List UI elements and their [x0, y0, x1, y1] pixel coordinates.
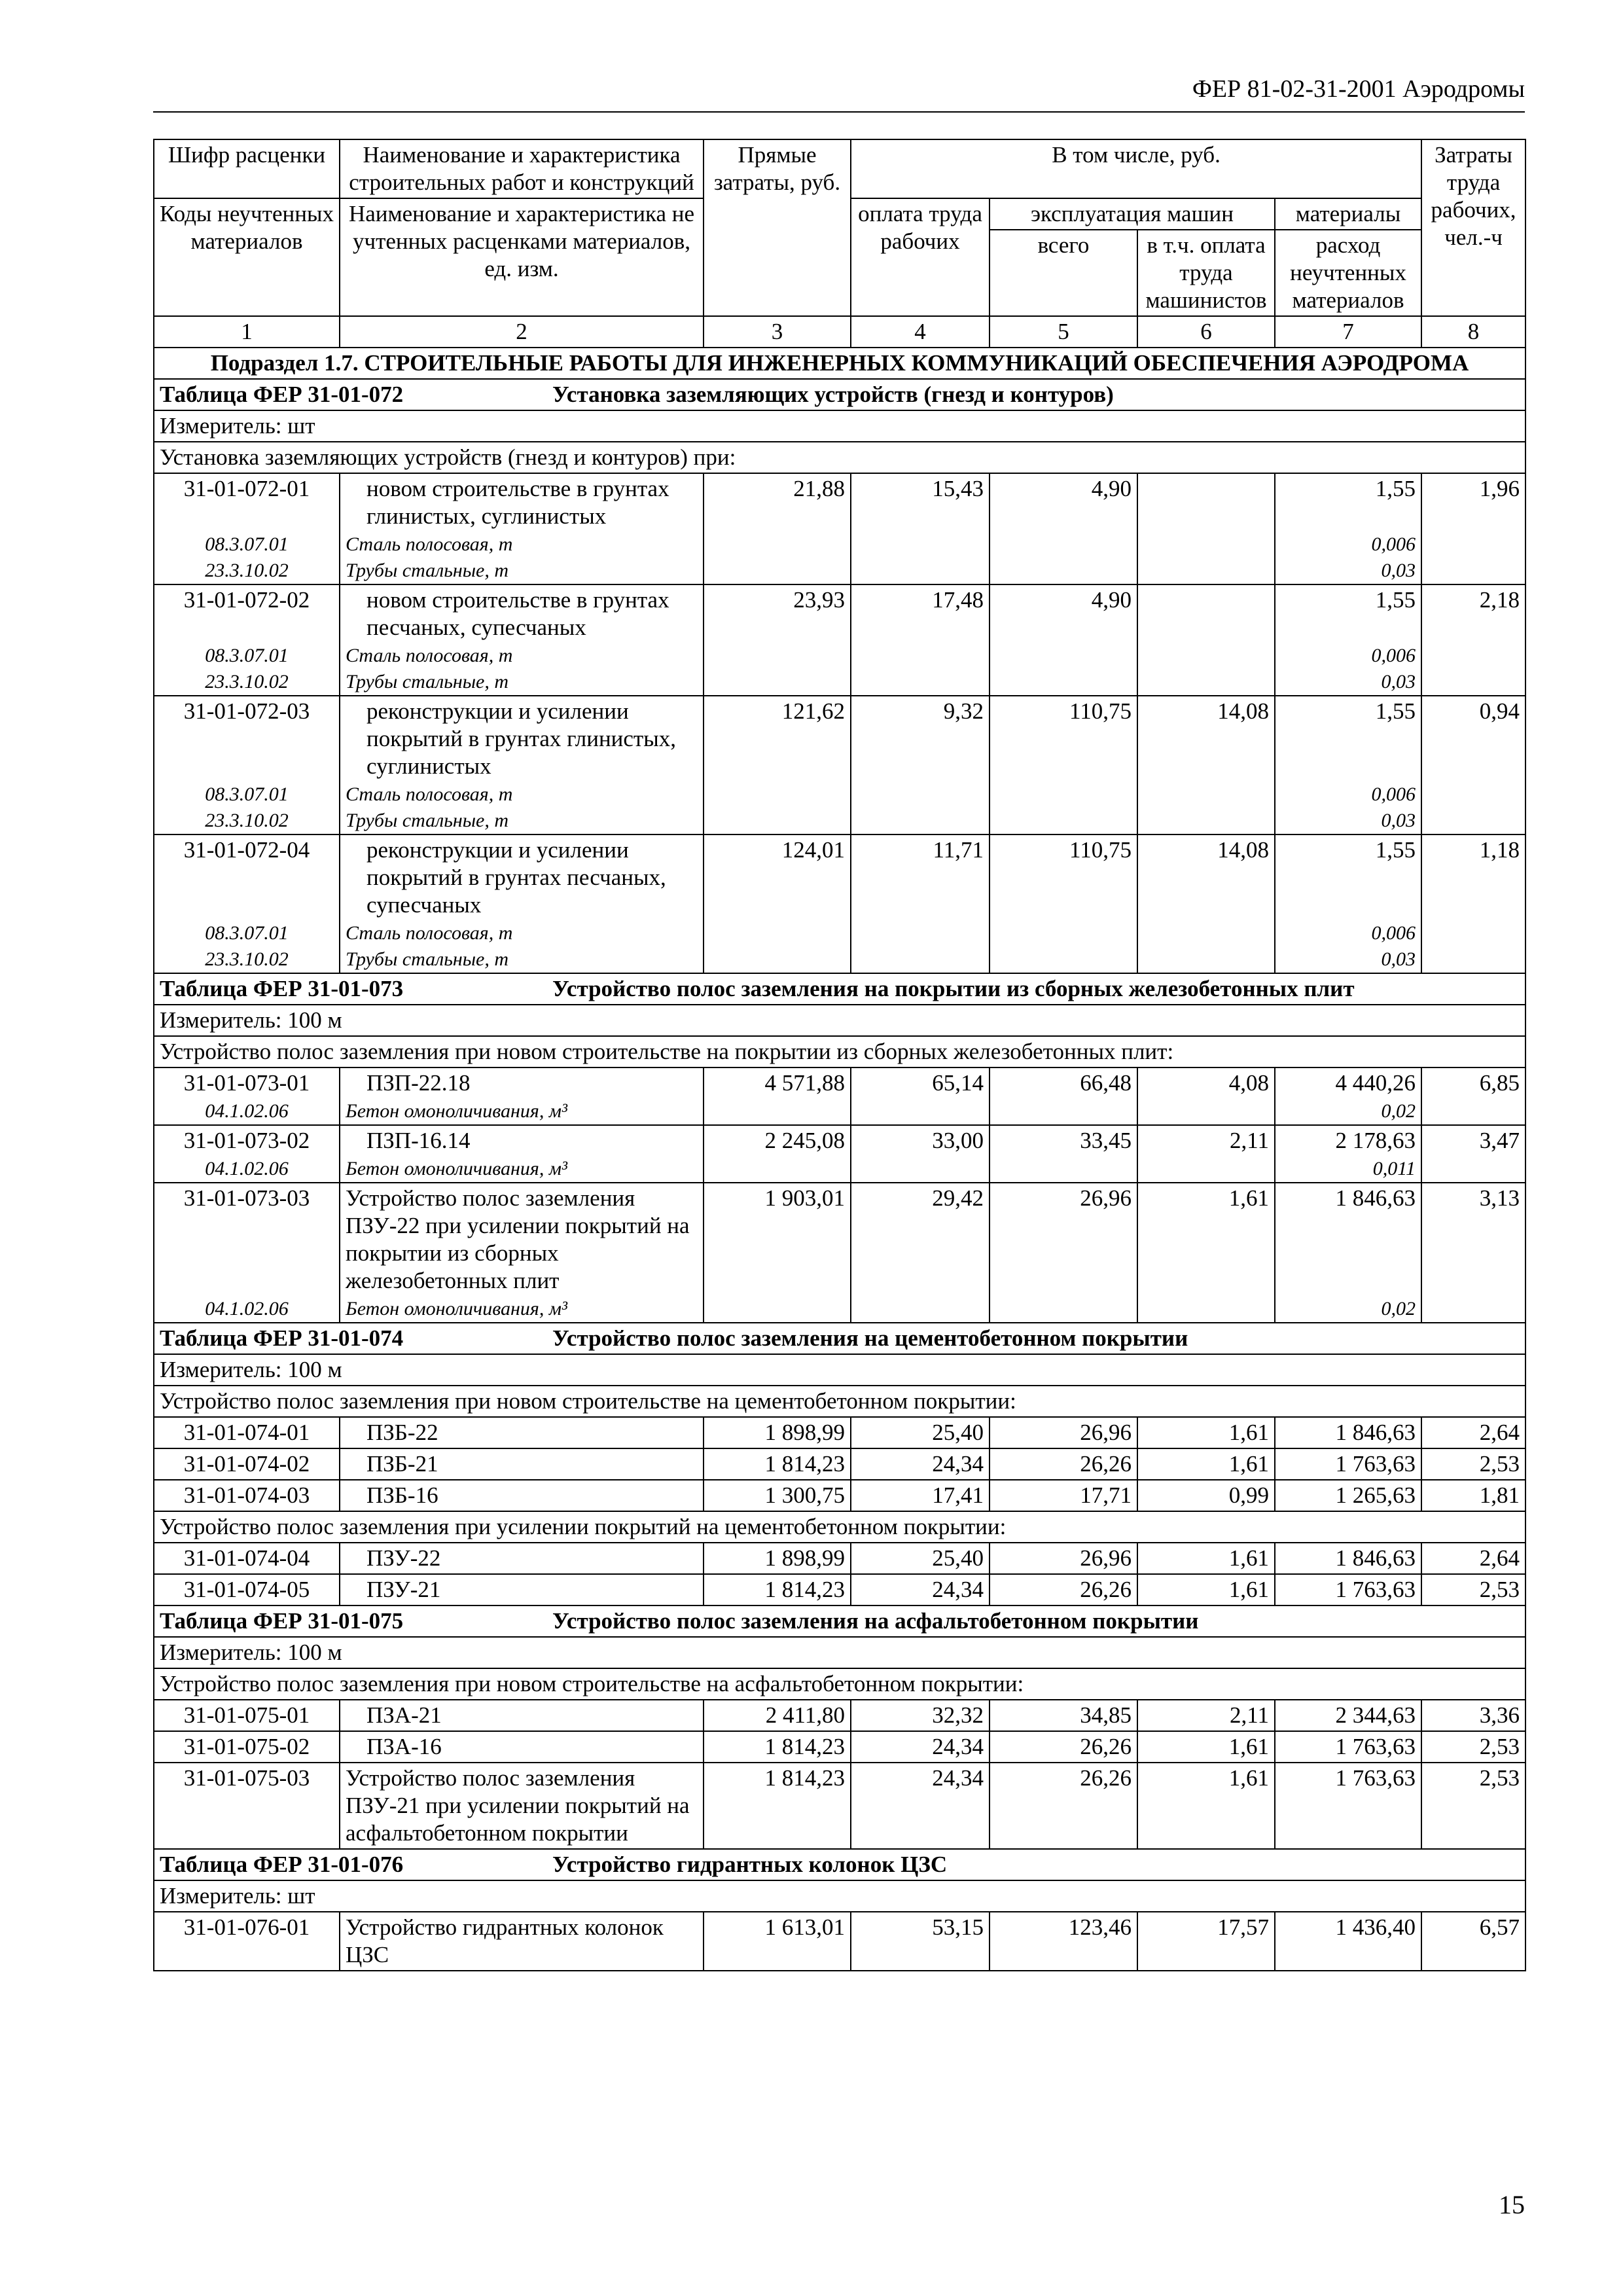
col-name-unaccounted: Наименование и характеристика не учтенных расценками материалов, ед. изм. [340, 198, 704, 316]
table-row [154, 1912, 1525, 1971]
row-labor: 6,85 [1421, 1067, 1525, 1098]
row-pay: 17,48 [851, 584, 990, 643]
row-code: 31-01-074-05 [154, 1574, 340, 1605]
mat-name: Бетон омоноличивания, м³ [340, 1296, 704, 1323]
row-desc: ПЗБ-22 [340, 1417, 704, 1448]
row-pay: 15,43 [851, 473, 990, 531]
row-machpay: 1,61 [1137, 1448, 1275, 1480]
row-pay: 24,34 [851, 1448, 990, 1480]
table-name: Устройство гидрантных колонок ЦЗС [552, 1852, 948, 1877]
row-code: 31-01-075-03 [154, 1763, 340, 1849]
group-intro: Устройство полос заземления при новом строительстве на цементобетонном покрытии: [154, 1386, 1525, 1417]
row-code: 31-01-074-04 [154, 1543, 340, 1574]
row-mach: 34,85 [990, 1700, 1137, 1731]
material-row [154, 1098, 1525, 1125]
row-pay: 9,32 [851, 696, 990, 781]
row-desc: ПЗБ-16 [340, 1480, 704, 1511]
row-code: 31-01-074-03 [154, 1480, 340, 1511]
row-mach: 66,48 [990, 1067, 1137, 1098]
row-code: 31-01-074-02 [154, 1448, 340, 1480]
header-rule [153, 111, 1525, 113]
row-code: 31-01-076-01 [154, 1912, 340, 1971]
table-row [154, 696, 1525, 781]
row-mach: 17,71 [990, 1480, 1137, 1511]
material-row [154, 1156, 1525, 1183]
col-code: Шифр расценки [154, 139, 340, 198]
row-mach: 26,26 [990, 1448, 1137, 1480]
mat-code: 04.1.02.06 [154, 1296, 340, 1323]
table-row [154, 1763, 1525, 1849]
row-desc: новом строительстве в грунтах песчаных, супесчаных [340, 584, 704, 643]
row-direct: 21,88 [704, 473, 851, 531]
row-labor: 0,94 [1421, 696, 1525, 781]
mat-code: 23.3.10.02 [154, 558, 340, 584]
row-desc: Устройство полос заземления ПЗУ-21 при усилении покрытий на асфальтобетонном покрытии [340, 1763, 704, 1849]
row-code: 31-01-073-02 [154, 1125, 340, 1156]
mat-name: Сталь полосовая, т [340, 781, 704, 808]
mat-name: Трубы стальные, т [340, 669, 704, 696]
mat-name: Бетон омоноличивания, м³ [340, 1156, 704, 1183]
table-title [154, 1605, 1525, 1637]
row-direct: 1 898,99 [704, 1417, 851, 1448]
table-label: Таблица ФЕР 31-01-073 [160, 976, 404, 1001]
row-desc: ПЗА-16 [340, 1731, 704, 1763]
col-name: Наименование и характеристика строительных работ и конструкций [340, 139, 704, 198]
row-direct: 1 814,23 [704, 1574, 851, 1605]
table-name: Устройство полос заземления на покрытии из сборных железобетонных плит [552, 976, 1355, 1001]
row-code: 31-01-074-01 [154, 1417, 340, 1448]
row-desc: ПЗУ-21 [340, 1574, 704, 1605]
row-mach: 33,45 [990, 1125, 1137, 1156]
mat-val: 0,03 [1275, 946, 1421, 973]
material-row [154, 946, 1525, 973]
col-num: 7 [1275, 316, 1421, 348]
row-mat: 1,55 [1275, 473, 1421, 531]
table-title [154, 973, 1525, 1005]
table-row [154, 834, 1525, 920]
col-num: 2 [340, 316, 704, 348]
row-labor: 2,53 [1421, 1731, 1525, 1763]
row-machpay: 1,61 [1137, 1183, 1275, 1296]
table-label: Таблица ФЕР 31-01-075 [160, 1608, 404, 1634]
row-code: 31-01-075-01 [154, 1700, 340, 1731]
mat-code: 04.1.02.06 [154, 1156, 340, 1183]
col-num: 5 [990, 316, 1137, 348]
measure-unit: Измеритель: 100 м [154, 1005, 1525, 1036]
row-machpay [1137, 584, 1275, 643]
row-code: 31-01-072-03 [154, 696, 340, 781]
mat-val: 0,006 [1275, 781, 1421, 808]
row-machpay: 4,08 [1137, 1067, 1275, 1098]
mat-name: Сталь полосовая, т [340, 920, 704, 946]
row-desc: ПЗБ-21 [340, 1448, 704, 1480]
mat-code: 23.3.10.02 [154, 946, 340, 973]
mat-name: Сталь полосовая, т [340, 531, 704, 558]
table-title [154, 379, 1525, 410]
col-num: 4 [851, 316, 990, 348]
row-code: 31-01-073-03 [154, 1183, 340, 1296]
table-row [154, 473, 1525, 531]
row-desc: ПЗА-21 [340, 1700, 704, 1731]
material-row [154, 808, 1525, 834]
material-row [154, 643, 1525, 669]
table-row [154, 1125, 1525, 1156]
row-mat: 1,55 [1275, 834, 1421, 920]
row-desc: ПЗП-16.14 [340, 1125, 704, 1156]
group-intro: Устройство полос заземления при новом строительстве на асфальтобетонном покрытии: [154, 1668, 1525, 1700]
mat-val: 0,006 [1275, 531, 1421, 558]
mat-code: 08.3.07.01 [154, 920, 340, 946]
table-row [154, 1183, 1525, 1296]
table-row [154, 1480, 1525, 1511]
row-desc: реконструкции и усилении покрытий в грунтах песчаных, супесчаных [340, 834, 704, 920]
row-mach: 26,96 [990, 1543, 1137, 1574]
material-row [154, 531, 1525, 558]
row-pay: 53,15 [851, 1912, 990, 1971]
row-machpay [1137, 473, 1275, 531]
row-code: 31-01-072-01 [154, 473, 340, 531]
row-machpay: 1,61 [1137, 1763, 1275, 1849]
table-name: Устройство полос заземления на асфальтобетонном покрытии [552, 1608, 1199, 1634]
row-machpay: 1,61 [1137, 1417, 1275, 1448]
row-mach: 123,46 [990, 1912, 1137, 1971]
row-mat: 1 846,63 [1275, 1183, 1421, 1296]
row-code: 31-01-072-02 [154, 584, 340, 643]
col-incl: В том числе, руб. [851, 139, 1421, 198]
table-row [154, 1543, 1525, 1574]
table-row [154, 1448, 1525, 1480]
row-machpay: 1,61 [1137, 1543, 1275, 1574]
col-codes-unaccounted: Коды неучтенных материалов [154, 198, 340, 316]
page-header: ФЕР 81-02-31-2001 Аэродромы [1192, 75, 1525, 103]
row-machpay: 2,11 [1137, 1125, 1275, 1156]
row-direct: 1 903,01 [704, 1183, 851, 1296]
col-materials-cons: расход неучтенных материалов [1275, 230, 1421, 316]
page-number: 15 [1499, 2190, 1525, 2219]
mat-code: 08.3.07.01 [154, 643, 340, 669]
mat-val: 0,03 [1275, 669, 1421, 696]
col-labor-pay: оплата труда рабочих [851, 198, 990, 316]
row-mat: 1,55 [1275, 584, 1421, 643]
row-pay: 17,41 [851, 1480, 990, 1511]
row-machpay: 0,99 [1137, 1480, 1275, 1511]
row-pay: 33,00 [851, 1125, 990, 1156]
mat-name: Трубы стальные, т [340, 808, 704, 834]
col-machines-labor: в т.ч. оплата труда машинистов [1137, 230, 1275, 316]
row-code: 31-01-072-04 [154, 834, 340, 920]
row-labor: 1,96 [1421, 473, 1525, 531]
row-mach: 26,96 [990, 1183, 1137, 1296]
row-mat: 1 846,63 [1275, 1543, 1421, 1574]
row-desc: ПЗП-22.18 [340, 1067, 704, 1098]
row-direct: 121,62 [704, 696, 851, 781]
row-machpay: 17,57 [1137, 1912, 1275, 1971]
row-pay: 24,34 [851, 1574, 990, 1605]
row-machpay: 14,08 [1137, 834, 1275, 920]
table-label: Таблица ФЕР 31-01-076 [160, 1852, 404, 1877]
mat-code: 23.3.10.02 [154, 808, 340, 834]
mat-val: 0,02 [1275, 1296, 1421, 1323]
row-code: 31-01-073-01 [154, 1067, 340, 1098]
row-machpay: 1,61 [1137, 1574, 1275, 1605]
row-labor: 2,64 [1421, 1417, 1525, 1448]
row-labor: 3,13 [1421, 1183, 1525, 1296]
col-machines: эксплуатация машин [990, 198, 1275, 230]
row-labor: 6,57 [1421, 1912, 1525, 1971]
row-mach: 110,75 [990, 834, 1137, 920]
material-row [154, 1296, 1525, 1323]
col-materials: материалы [1275, 198, 1421, 230]
row-mach: 26,26 [990, 1763, 1137, 1849]
row-direct: 1 898,99 [704, 1543, 851, 1574]
row-mat: 1 763,63 [1275, 1574, 1421, 1605]
col-num: 6 [1137, 316, 1275, 348]
table-row [154, 584, 1525, 643]
row-mach: 110,75 [990, 696, 1137, 781]
group-intro: Устройство полос заземления при усилении покрытий на цементобетонном покрытии: [154, 1511, 1525, 1543]
mat-val: 0,03 [1275, 808, 1421, 834]
row-machpay: 14,08 [1137, 696, 1275, 781]
table-name: Установка заземляющих устройств (гнезд и контуров) [552, 382, 1114, 407]
mat-name: Сталь полосовая, т [340, 643, 704, 669]
row-pay: 65,14 [851, 1067, 990, 1098]
table-row [154, 1700, 1525, 1731]
table-label: Таблица ФЕР 31-01-072 [160, 382, 404, 407]
row-mach: 26,26 [990, 1574, 1137, 1605]
row-direct: 2 411,80 [704, 1700, 851, 1731]
group-intro: Установка заземляющих устройств (гнезд и контуров) при: [154, 442, 1525, 473]
row-mach: 26,26 [990, 1731, 1137, 1763]
col-num: 3 [704, 316, 851, 348]
mat-val: 0,011 [1275, 1156, 1421, 1183]
row-direct: 1 613,01 [704, 1912, 851, 1971]
row-mat: 1 846,63 [1275, 1417, 1421, 1448]
mat-code: 08.3.07.01 [154, 531, 340, 558]
material-row [154, 781, 1525, 808]
row-mat: 4 440,26 [1275, 1067, 1421, 1098]
row-mat: 1 763,63 [1275, 1448, 1421, 1480]
material-row [154, 558, 1525, 584]
mat-code: 08.3.07.01 [154, 781, 340, 808]
row-desc: ПЗУ-22 [340, 1543, 704, 1574]
row-mat: 1 763,63 [1275, 1763, 1421, 1849]
row-labor: 1,18 [1421, 834, 1525, 920]
col-num: 1 [154, 316, 340, 348]
row-mat: 2 178,63 [1275, 1125, 1421, 1156]
row-pay: 24,34 [851, 1731, 990, 1763]
table-title [154, 1849, 1525, 1880]
row-direct: 124,01 [704, 834, 851, 920]
row-machpay: 2,11 [1137, 1700, 1275, 1731]
row-labor: 2,18 [1421, 584, 1525, 643]
table-title [154, 1323, 1525, 1354]
row-pay: 25,40 [851, 1417, 990, 1448]
row-direct: 1 300,75 [704, 1480, 851, 1511]
table-row [154, 1417, 1525, 1448]
row-mat: 1 265,63 [1275, 1480, 1421, 1511]
mat-code: 23.3.10.02 [154, 669, 340, 696]
row-desc: Устройство полос заземления ПЗУ-22 при усилении покрытий на покрытии из сборных железобетонных плит [340, 1183, 704, 1296]
mat-val: 0,03 [1275, 558, 1421, 584]
col-num: 8 [1421, 316, 1525, 348]
mat-val: 0,02 [1275, 1098, 1421, 1125]
row-pay: 29,42 [851, 1183, 990, 1296]
col-labor: Затраты труда рабочих, чел.-ч [1421, 139, 1525, 316]
row-direct: 4 571,88 [704, 1067, 851, 1098]
mat-val: 0,006 [1275, 920, 1421, 946]
material-row [154, 669, 1525, 696]
row-labor: 2,53 [1421, 1574, 1525, 1605]
row-desc: реконструкции и усилении покрытий в грунтах глинистых, суглинистых [340, 696, 704, 781]
row-direct: 2 245,08 [704, 1125, 851, 1156]
measure-unit: Измеритель: 100 м [154, 1354, 1525, 1386]
row-mach: 4,90 [990, 473, 1137, 531]
row-direct: 23,93 [704, 584, 851, 643]
col-machines-total: всего [990, 230, 1137, 316]
row-labor: 3,36 [1421, 1700, 1525, 1731]
row-labor: 2,53 [1421, 1448, 1525, 1480]
measure-unit: Измеритель: 100 м [154, 1637, 1525, 1668]
mat-val: 0,006 [1275, 643, 1421, 669]
row-mat: 1 763,63 [1275, 1731, 1421, 1763]
row-mat: 1,55 [1275, 696, 1421, 781]
measure-unit: Измеритель: шт [154, 1880, 1525, 1912]
table-row [154, 1731, 1525, 1763]
group-intro: Устройство полос заземления при новом строительстве на покрытии из сборных железобетонных плит: [154, 1036, 1525, 1067]
row-mach: 4,90 [990, 584, 1137, 643]
row-machpay: 1,61 [1137, 1731, 1275, 1763]
mat-code: 04.1.02.06 [154, 1098, 340, 1125]
row-mat: 1 436,40 [1275, 1912, 1421, 1971]
row-pay: 11,71 [851, 834, 990, 920]
row-code: 31-01-075-02 [154, 1731, 340, 1763]
row-pay: 25,40 [851, 1543, 990, 1574]
mat-name: Бетон омоноличивания, м³ [340, 1098, 704, 1125]
row-labor: 2,53 [1421, 1763, 1525, 1849]
material-row [154, 920, 1525, 946]
rates-table [153, 139, 1526, 1971]
row-mat: 2 344,63 [1275, 1700, 1421, 1731]
table-row [154, 1067, 1525, 1098]
section-title: Подраздел 1.7. СТРОИТЕЛЬНЫЕ РАБОТЫ ДЛЯ ИНЖЕНЕРНЫХ КОММУНИКАЦИЙ ОБЕСПЕЧЕНИЯ АЭРОДРОМА [154, 348, 1525, 379]
row-direct: 1 814,23 [704, 1448, 851, 1480]
col-direct: Прямые затраты, руб. [704, 139, 851, 316]
row-desc: новом строительстве в грунтах глинистых, суглинистых [340, 473, 704, 531]
row-mach: 26,96 [990, 1417, 1137, 1448]
row-direct: 1 814,23 [704, 1763, 851, 1849]
row-direct: 1 814,23 [704, 1731, 851, 1763]
mat-name: Трубы стальные, т [340, 558, 704, 584]
row-pay: 24,34 [851, 1763, 990, 1849]
mat-name: Трубы стальные, т [340, 946, 704, 973]
table-name: Устройство полос заземления на цементобетонном покрытии [552, 1325, 1188, 1351]
table-label: Таблица ФЕР 31-01-074 [160, 1325, 404, 1351]
measure-unit: Измеритель: шт [154, 410, 1525, 442]
row-desc: Устройство гидрантных колонок ЦЗС [340, 1912, 704, 1971]
row-labor: 2,64 [1421, 1543, 1525, 1574]
row-pay: 32,32 [851, 1700, 990, 1731]
table-row [154, 1574, 1525, 1605]
row-labor: 1,81 [1421, 1480, 1525, 1511]
row-labor: 3,47 [1421, 1125, 1525, 1156]
